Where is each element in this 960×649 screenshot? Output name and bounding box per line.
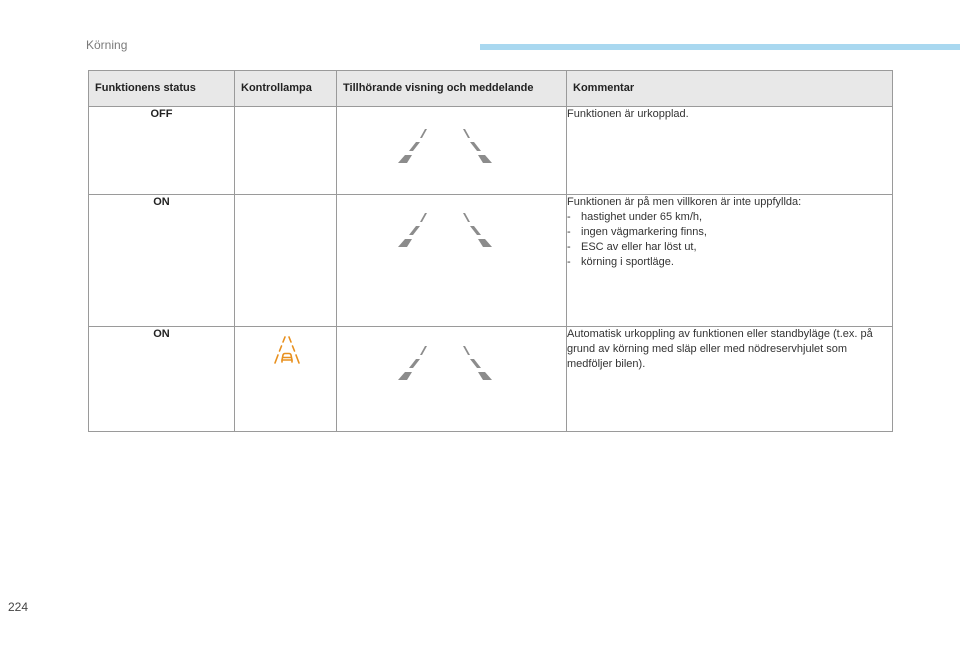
display-cell	[337, 195, 567, 327]
column-header-display: Tillhörande visning och meddelande	[337, 71, 567, 107]
comment-cell	[567, 195, 893, 327]
condition-list	[567, 210, 892, 270]
lane-keeping-warning-orange-icon	[273, 335, 301, 365]
table-row	[89, 327, 893, 432]
status-cell: OFF	[89, 107, 235, 195]
status-cell: ON	[89, 195, 235, 327]
lamp-cell	[235, 195, 337, 327]
list-item: - körning i sportläge.	[567, 255, 892, 270]
list-item: - hastighet under 65 km/h,	[567, 210, 892, 225]
display-cell	[337, 107, 567, 195]
lamp-cell	[235, 107, 337, 195]
comment-text: Funktionen är på men villkoren är inte uppfyllda:	[567, 196, 802, 208]
table-row	[89, 107, 893, 195]
comment-cell	[567, 107, 893, 195]
header-accent-bar	[480, 44, 960, 50]
column-header-lamp: Kontrollampa	[235, 71, 337, 107]
lane-markings-gray-icon	[395, 213, 495, 249]
section-title: Körning	[86, 38, 128, 52]
lamp-cell	[235, 327, 337, 432]
lane-markings-gray-icon	[395, 346, 495, 382]
comment-cell	[567, 327, 893, 432]
comment-text: Funktionen är urkopplad.	[567, 108, 689, 120]
page-number: 224	[8, 600, 29, 614]
comment-text: Automatisk urkoppling av funktionen eller standbyläge (t.ex. på grund av körning med släp eller med nödreservhjulet som medföljer bilen).	[567, 328, 873, 370]
status-cell: ON	[89, 327, 235, 432]
list-item: - ingen vägmarkering finns,	[567, 225, 892, 240]
table-row	[89, 195, 893, 327]
list-item: - ESC av eller har löst ut,	[567, 240, 892, 255]
status-table	[88, 70, 893, 432]
lane-markings-gray-icon	[395, 129, 495, 165]
display-cell	[337, 327, 567, 432]
table-header-row	[89, 71, 893, 107]
column-header-comment: Kommentar	[567, 71, 893, 107]
column-header-status: Funktionens status	[89, 71, 235, 107]
